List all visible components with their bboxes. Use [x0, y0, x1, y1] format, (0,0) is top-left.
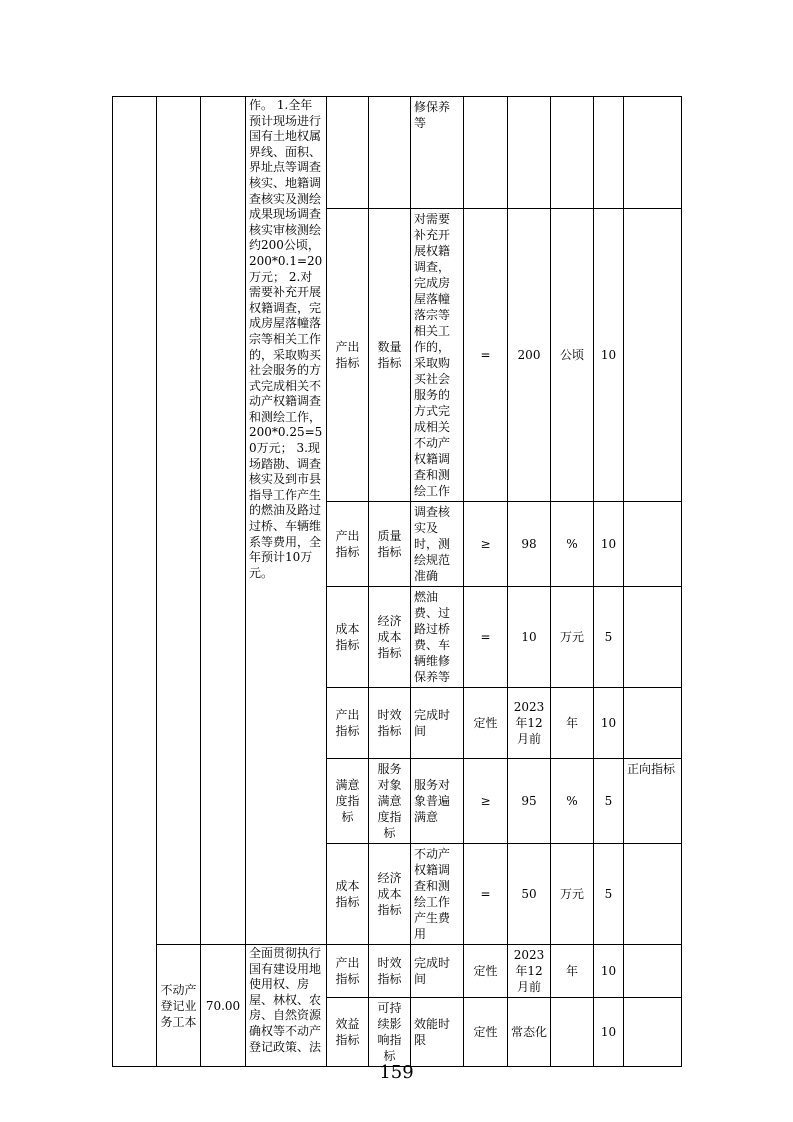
indicator-value: 2023年12月前 [508, 688, 551, 759]
indicator-level1: 成本指标 [327, 844, 369, 945]
indicator-level2: 时效指标 [369, 688, 411, 759]
indicator-value: 200 [508, 209, 551, 502]
indicator-score: 10 [594, 688, 624, 759]
indicator-value: 10 [508, 587, 551, 688]
project-amount-cell: 70.00 [201, 945, 246, 1067]
indicator-unit: 万元 [551, 844, 594, 945]
indicator-score: 10 [594, 998, 624, 1067]
indicator-note [624, 998, 682, 1067]
indicator-unit: 公顷 [551, 209, 594, 502]
indicator-level3: 效能时限 [411, 998, 464, 1067]
project-name-cell: 不动产登记业务工本 [157, 945, 201, 1067]
indicator-level1: 满意度指标 [327, 759, 369, 844]
indicator-operator: = [464, 209, 508, 502]
indicator-operator [464, 97, 508, 209]
page-number: 159 [379, 1062, 414, 1083]
indicator-note: 正向指标 [624, 759, 682, 844]
indicator-unit: 年 [551, 945, 594, 998]
indicator-score: 10 [594, 502, 624, 587]
indicator-note [624, 688, 682, 759]
indicator-level3: 调查核实及时，测绘规范准确 [411, 502, 464, 587]
indicator-level2: 服务对象满意度指标 [369, 759, 411, 844]
project-name-cell [157, 97, 201, 945]
indicator-level2: 时效指标 [369, 945, 411, 998]
indicator-level3: 燃油费、过路过桥费、车辆维修保养等 [411, 587, 464, 688]
indicator-operator: ≥ [464, 759, 508, 844]
indicator-score [594, 97, 624, 209]
project-amount-cell [201, 97, 246, 945]
indicator-note [624, 209, 682, 502]
indicator-unit: % [551, 502, 594, 587]
indicator-unit [551, 97, 594, 209]
indicator-level2: 经济成本指标 [369, 587, 411, 688]
indicator-score: 5 [594, 759, 624, 844]
indicator-level1: 产出指标 [327, 945, 369, 998]
indicator-level2 [369, 97, 411, 209]
indicator-note [624, 844, 682, 945]
indicator-unit: 年 [551, 688, 594, 759]
indicator-value [508, 97, 551, 209]
indicator-level3: 修保养等 [411, 97, 464, 209]
project-description: 全面贯彻执行国有建设用地使用权、房屋、林权、农房、自然资源确权等不动产登记政策、法 [246, 945, 327, 1067]
indicator-level3: 完成时间 [411, 688, 464, 759]
indicator-operator: 定性 [464, 945, 508, 998]
indicator-operator: = [464, 844, 508, 945]
indicator-note [624, 97, 682, 209]
table-row [113, 945, 682, 998]
indicator-note [624, 502, 682, 587]
indicator-score: 10 [594, 945, 624, 998]
indicator-level1: 效益指标 [327, 998, 369, 1067]
indicator-score: 5 [594, 844, 624, 945]
indicator-operator: 定性 [464, 688, 508, 759]
indicator-operator: ≥ [464, 502, 508, 587]
continuation-cell [113, 97, 157, 1067]
indicator-unit: 万元 [551, 587, 594, 688]
indicator-note [624, 945, 682, 998]
indicator-value: 95 [508, 759, 551, 844]
indicator-level3: 不动产权籍调查和测绘工作产生费用 [411, 844, 464, 945]
indicator-level2: 可持续影响指标 [369, 998, 411, 1067]
table-row [113, 97, 682, 209]
indicator-unit: % [551, 759, 594, 844]
indicator-level2: 数量指标 [369, 209, 411, 502]
indicator-level1: 产出指标 [327, 688, 369, 759]
project-description: 作。 1.全年预计现场进行国有土地权属界线、面积、界址点等调查核实、地籍调查核实及测绘成果现场调查核实审核测绘约200公顷，200*0.1=20万元； 2.对需要补充开展权籍调查，完成房屋落幢落宗等相关工作的，采取购买社会服务的方式完成相关不动产权籍调查和测绘工作，200*0.25=50万元； 3.现场踏勘、调查核实及到市县指导工作产生的燃油及路过过桥、车辆维系等费用，全年预计10万元。 [246, 97, 327, 945]
indicator-score: 10 [594, 209, 624, 502]
indicator-note [624, 587, 682, 688]
indicator-level2: 质量指标 [369, 502, 411, 587]
indicator-level2: 经济成本指标 [369, 844, 411, 945]
indicator-value: 常态化 [508, 998, 551, 1067]
indicator-unit [551, 998, 594, 1067]
indicator-level1: 产出指标 [327, 502, 369, 587]
indicator-level3: 对需要补充开展权籍调查，完成房屋落幢落宗等相关工作的，采取购买社会服务的方式完成相关不动产权籍调查和测绘工作 [411, 209, 464, 502]
indicator-level1 [327, 97, 369, 209]
indicator-level3: 完成时间 [411, 945, 464, 998]
indicator-value: 2023年12月前 [508, 945, 551, 998]
indicator-level1: 成本指标 [327, 587, 369, 688]
indicator-score: 5 [594, 587, 624, 688]
performance-indicator-table [112, 96, 682, 1067]
indicator-level1: 产出指标 [327, 209, 369, 502]
indicator-operator: = [464, 587, 508, 688]
indicator-level3: 服务对象普遍满意 [411, 759, 464, 844]
indicator-operator: 定性 [464, 998, 508, 1067]
indicator-value: 98 [508, 502, 551, 587]
indicator-value: 50 [508, 844, 551, 945]
